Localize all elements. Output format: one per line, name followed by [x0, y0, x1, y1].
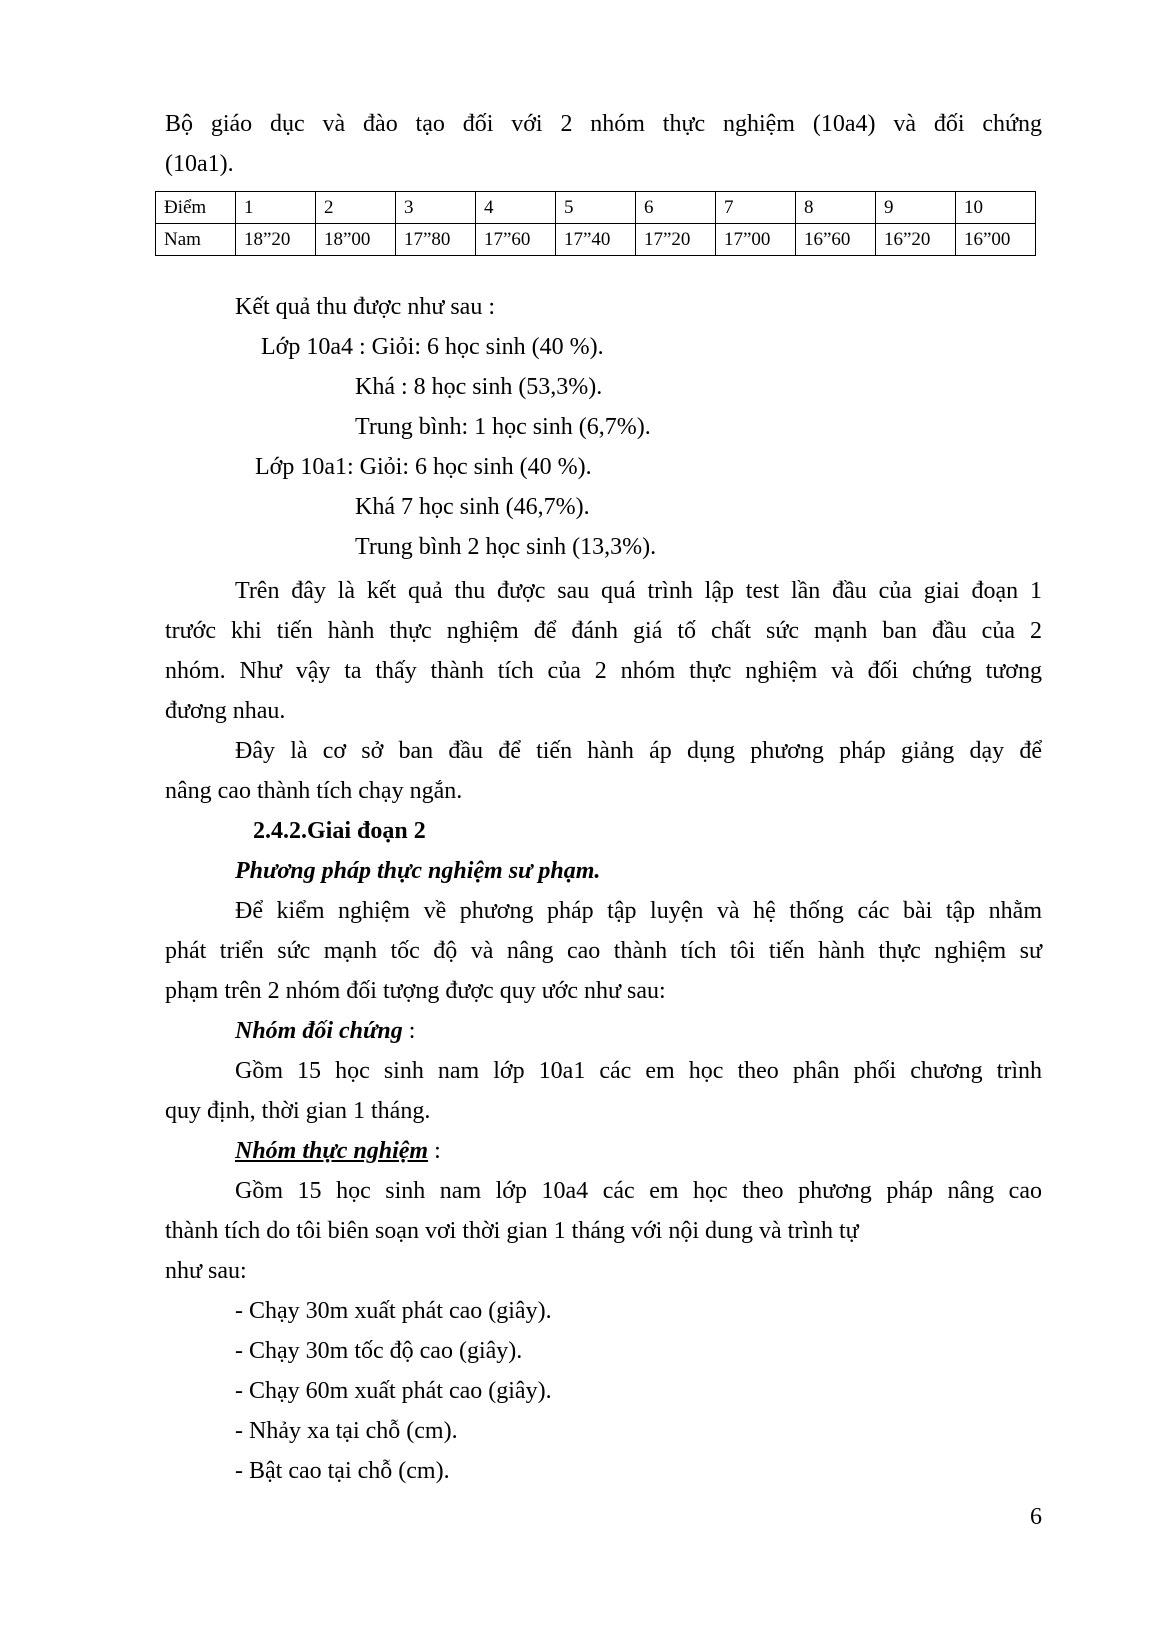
paragraph-line: Gồm 15 học sinh nam lớp 10a4 các em học theo phương pháp nâng cao	[235, 1178, 1042, 1204]
result-10a4-gioi: Lớp 10a4 : Giỏi: 6 học sinh (40 %).	[261, 334, 604, 360]
table-cell: 10	[956, 192, 1036, 224]
paragraph-line: nâng cao thành tích chạy ngắn.	[165, 778, 463, 804]
control-group-heading	[235, 1016, 1112, 1046]
experiment-group-label: Nhóm thực nghiệm	[235, 1138, 429, 1164]
table-cell: 17”40	[556, 224, 636, 256]
table-cell: 3	[396, 192, 476, 224]
paragraph-line: trước khi tiến hành thực nghiệm để đánh giá tố chất sức mạnh ban đầu của 2	[165, 618, 1042, 644]
results-heading: Kết quả thu được như sau :	[235, 294, 495, 320]
page-number: 6	[1030, 1504, 1042, 1530]
table-cell: 5	[556, 192, 636, 224]
table-cell: 2	[316, 192, 396, 224]
paragraph-line: phát triển sức mạnh tốc độ và nâng cao thành tích tôi tiến hành thực nghiệm sư	[165, 938, 1042, 964]
paragraph-line: Để kiểm nghiệm về phương pháp tập luyện và hệ thống các bài tập nhằm	[235, 898, 1042, 924]
test-item: - Bật cao tại chỗ (cm).	[235, 1458, 450, 1484]
result-10a4-tb: Trung bình: 1 học sinh (6,7%).	[355, 414, 651, 440]
table-cell: 16”60	[796, 224, 876, 256]
table-cell: 16”00	[956, 224, 1036, 256]
result-10a4-kha: Khá : 8 học sinh (53,3%).	[355, 374, 603, 400]
score-table-row	[156, 224, 1036, 256]
paragraph-line: Đây là cơ sở ban đầu để tiến hành áp dụng phương pháp giảng dạy để	[235, 738, 1042, 764]
table-cell: 17”20	[636, 224, 716, 256]
test-item: - Chạy 30m tốc độ cao (giây).	[235, 1338, 523, 1364]
table-cell: 17”00	[716, 224, 796, 256]
paragraph-line: như sau:	[165, 1258, 247, 1284]
table-cell: Điểm	[156, 192, 236, 224]
table-cell: 1	[236, 192, 316, 224]
section-subheading: Phương pháp thực nghiệm sư phạm.	[235, 858, 601, 884]
table-cell: 17”60	[476, 224, 556, 256]
section-heading: 2.4.2.Giai đoạn 2	[253, 818, 426, 844]
control-group-label: Nhóm đối chứng	[235, 1018, 403, 1044]
test-item: - Nhảy xa tại chỗ (cm).	[235, 1418, 458, 1444]
table-cell: 18”00	[316, 224, 396, 256]
test-item: - Chạy 60m xuất phát cao (giây).	[235, 1378, 552, 1404]
paragraph-line: Gồm 15 học sinh nam lớp 10a1 các em học theo phân phối chương trình	[235, 1058, 1042, 1084]
table-cell: 18”20	[236, 224, 316, 256]
score-table-header-row	[156, 192, 1036, 224]
paragraph-line: quy định, thời gian 1 tháng.	[165, 1098, 431, 1124]
result-10a1-gioi: Lớp 10a1: Giỏi: 6 học sinh (40 %).	[255, 454, 592, 480]
paragraph-line: phạm trên 2 nhóm đối tượng được quy ước như sau:	[165, 978, 666, 1004]
table-cell: 7	[716, 192, 796, 224]
table-cell: 17”80	[396, 224, 476, 256]
intro-line: Bộ giáo dục và đào tạo đối với 2 nhóm thực nghiệm (10a4) và đối chứng	[165, 111, 1042, 137]
table-cell: Nam	[156, 224, 236, 256]
table-cell: 9	[876, 192, 956, 224]
table-cell: 16”20	[876, 224, 956, 256]
experiment-group-suffix: :	[428, 1138, 441, 1164]
test-item: - Chạy 30m xuất phát cao (giây).	[235, 1298, 552, 1324]
paragraph-line: thành tích do tôi biên soạn vơi thời gian 1 tháng với nội dung và trình tự	[165, 1218, 859, 1244]
control-group-suffix: :	[402, 1018, 416, 1044]
intro-line: (10a1).	[165, 151, 234, 177]
experiment-group-heading	[235, 1136, 1112, 1166]
table-cell: 6	[636, 192, 716, 224]
table-cell: 4	[476, 192, 556, 224]
result-10a1-kha: Khá 7 học sinh (46,7%).	[355, 494, 590, 520]
result-10a1-tb: Trung bình 2 học sinh (13,3%).	[355, 534, 657, 560]
table-cell: 8	[796, 192, 876, 224]
paragraph-line: đương nhau.	[165, 698, 286, 724]
paragraph-line: nhóm. Như vậy ta thấy thành tích của 2 nhóm thực nghiệm và đối chứng tương	[165, 658, 1042, 684]
score-table	[155, 191, 1036, 256]
paragraph-line: Trên đây là kết quả thu được sau quá trình lập test lần đầu của giai đoạn 1	[235, 578, 1042, 604]
